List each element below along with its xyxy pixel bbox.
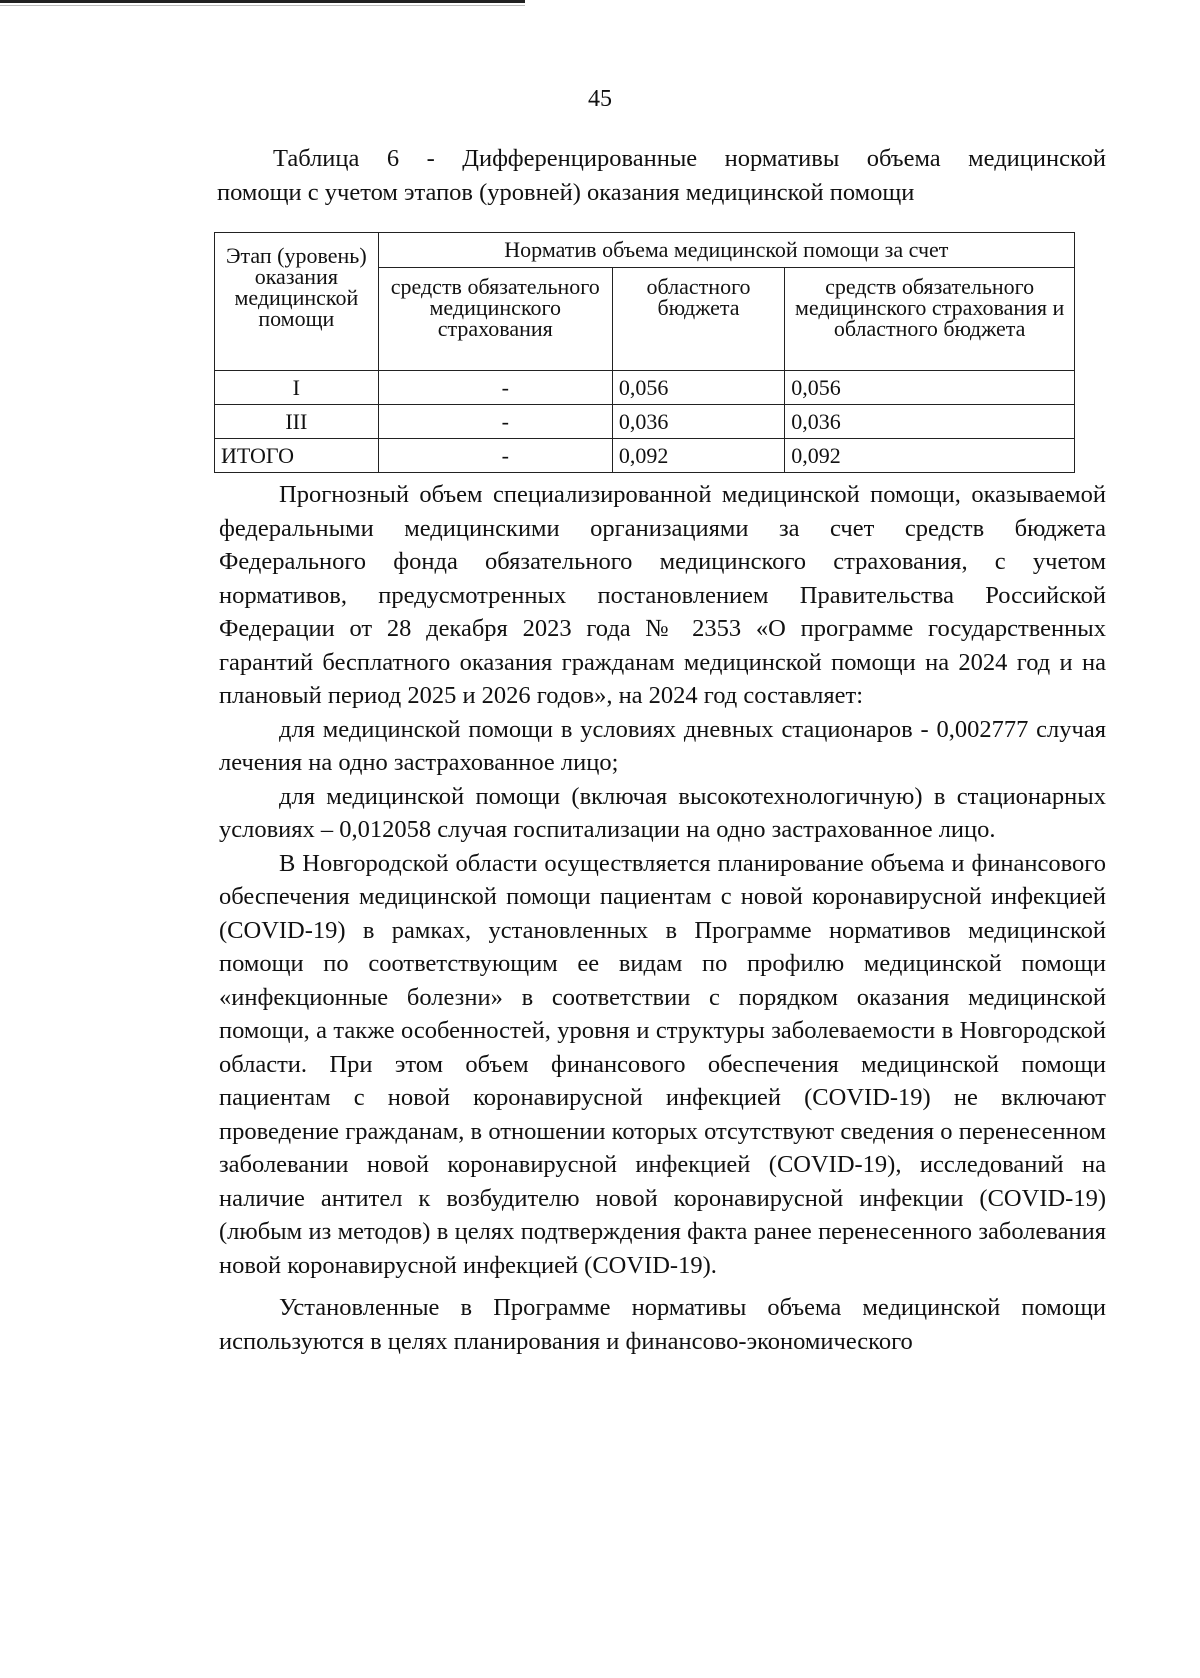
paragraph-forecast: Прогнозный объем специализированной медицинской помощи, оказываемой федеральными медицинскими организациями за счет средств бюджета Федерального фонда обязательного медицинского страхования, с учетом нормативов, предусмотренных постановлением Правительства Российской Федерации от 28 декабря 2023 года № 2353 «О программе государственных гарантий бесплатного оказания гражданам медицинской помощи на 2024 год и на плановый период 2025 и 2026 годов», на 2024 год составляет:	[219, 481, 1106, 709]
oms-cell: -	[378, 439, 612, 473]
table-row	[215, 439, 1075, 473]
regional-cell: 0,092	[612, 439, 784, 473]
page-number: 45	[588, 86, 612, 112]
stage-cell: III	[215, 405, 379, 439]
paragraph-covid: В Новгородской области осуществляется планирование объема и финансового обеспечения медицинской помощи пациентам с новой коронавирусной инфекцией (COVID-19) в рамках, установленных в Программе нормативов медицинской помощи по соответствующим ее видам по профилю медицинской помощи «инфекционные болезни» в соответствии с порядком оказания медицинской помощи, а также особенностей, уровня и структуры заболеваемости в Новгородской области. При этом объем финансового обеспечения медицинской помощи пациентам с новой коронавирусной инфекцией (COVID-19) не включают проведение гражданам, в отношении которых отсутствуют сведения о перенесенном заболевании новой коронавирусной инфекцией (COVID-19), исследований на наличие антител к возбудителю новой коронавирусной инфекции (COVID-19) (любым из методов) в целях подтверждения факта ранее перенесенного заболевания новой коронавирусной инфекцией (COVID-19).	[219, 849, 1106, 1279]
group-header: Норматив объема медицинской помощи за счет	[378, 233, 1074, 268]
body-text	[219, 478, 1106, 1358]
scan-edge-line	[0, 0, 525, 3]
column-header-oms: средств обязательного медицинского страхования	[378, 268, 612, 371]
column-header-oms-and-regional: средств обязательного медицинского страхования и областного бюджета	[785, 268, 1075, 371]
both-cell: 0,056	[785, 371, 1075, 405]
regional-cell: 0,036	[612, 405, 784, 439]
paragraph-norms-usage: Установленные в Программе нормативы объема медицинской помощи используются в целях планирования и финансово-экономического	[219, 1294, 1106, 1355]
caption-line-1: Таблица 6 - Дифференцированные нормативы объема медицинской	[273, 145, 1106, 172]
both-cell: 0,036	[785, 405, 1075, 439]
paragraph-inpatient: для медицинской помощи (включая высокотехнологичную) в стационарных условиях – 0,012058 случая госпитализации на одно застрахованное лицо.	[219, 782, 1106, 843]
both-cell: 0,092	[785, 439, 1075, 473]
regional-cell: 0,056	[612, 371, 784, 405]
table-caption	[217, 142, 1106, 210]
table-row	[215, 371, 1075, 405]
caption-line-2: помощи с учетом этапов (уровней) оказания медицинской помощи	[217, 179, 915, 206]
table-row	[215, 405, 1075, 439]
stage-header: Этап (уровень) оказания медицинской помощи	[215, 233, 379, 371]
paragraph-day-hospital: для медицинской помощи в условиях дневных стационаров - 0,002777 случая лечения на одно застрахованное лицо;	[219, 715, 1106, 776]
column-header-regional-budget: областного бюджета	[612, 268, 784, 371]
oms-cell: -	[378, 371, 612, 405]
stage-cell-total: ИТОГО	[215, 439, 379, 473]
stage-cell: I	[215, 371, 379, 405]
oms-cell: -	[378, 405, 612, 439]
scan-edge-line-faint	[0, 5, 525, 6]
norms-table	[214, 232, 1075, 473]
